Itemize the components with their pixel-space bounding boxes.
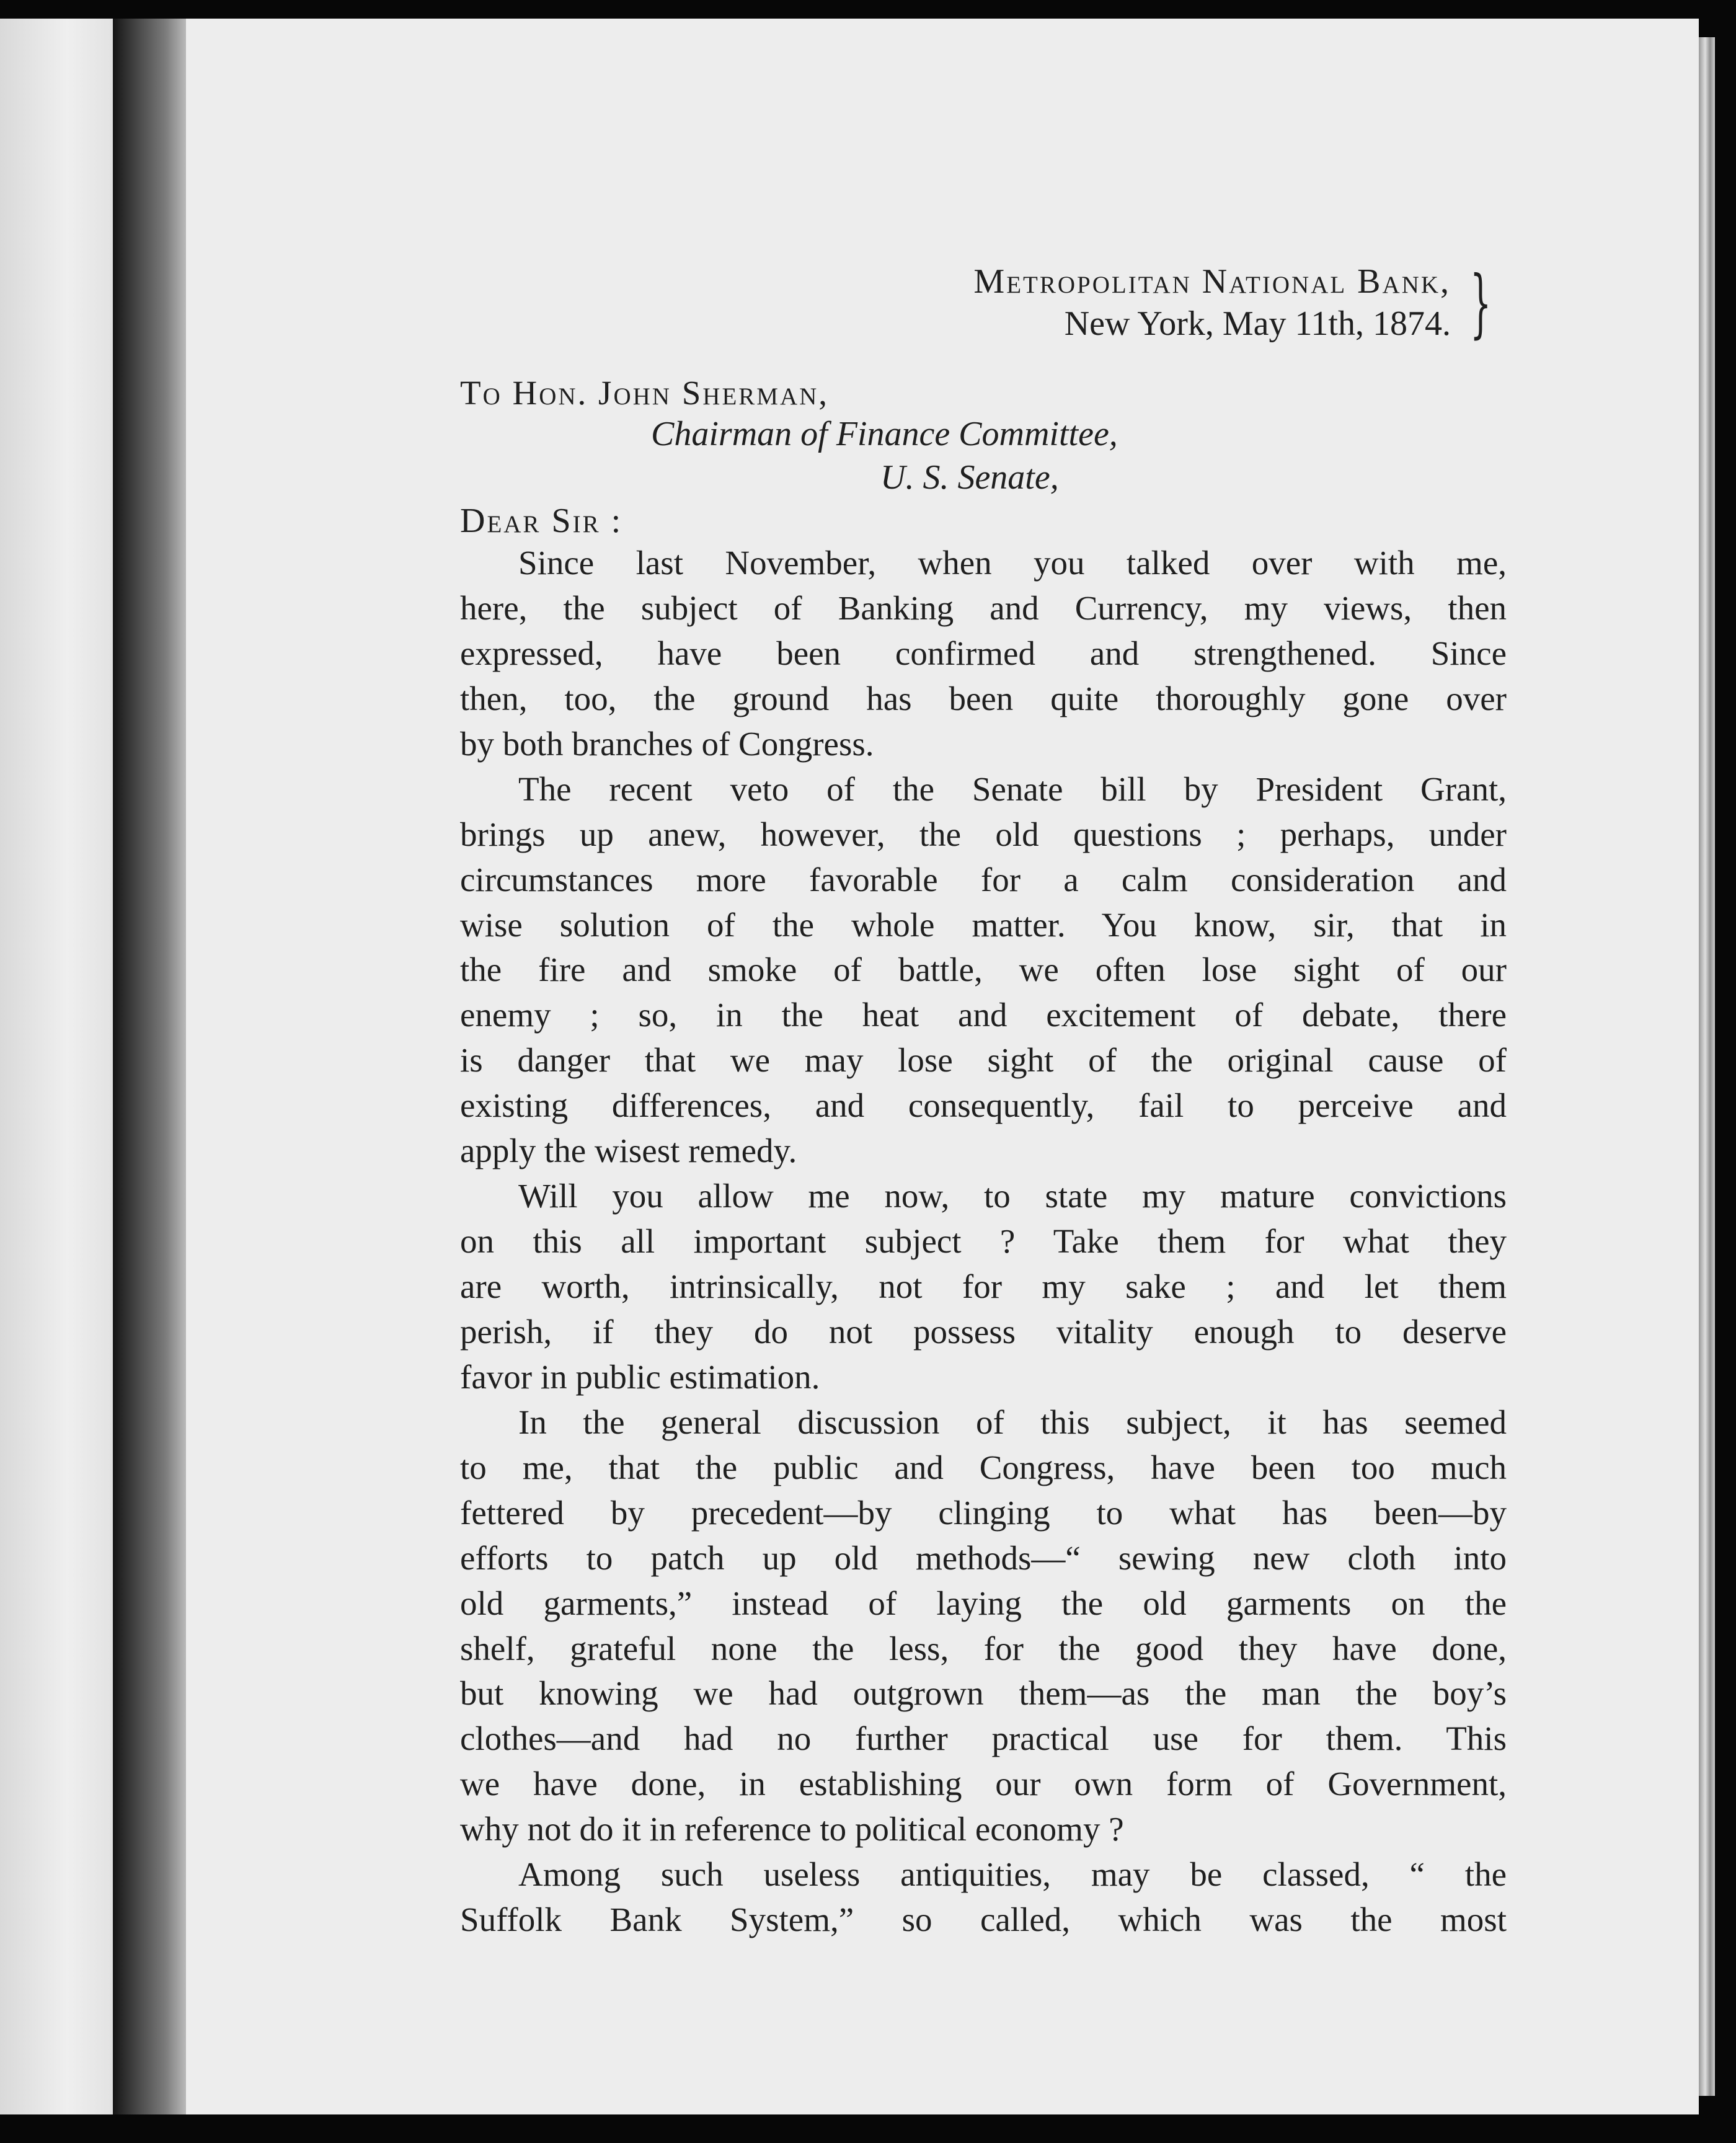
body-line: is danger that we may lose sight of the original cause of <box>460 1041 1507 1080</box>
addressee-name: To Hon. John Sherman, <box>460 374 830 412</box>
body-line: old garments,” instead of laying the old garments on the <box>460 1584 1507 1622</box>
body-line: Will you allow me now, to state my mature convictions <box>518 1177 1507 1215</box>
body-line: efforts to patch up old methods—“ sewing new cloth into <box>460 1538 1507 1577</box>
body-line: favor in public estimation. <box>460 1357 820 1396</box>
body-line: why not do it in reference to political economy ? <box>460 1810 1124 1848</box>
facing-page-edge <box>0 19 113 2114</box>
body-line: shelf, grateful none the less, for the good they have done, <box>460 1629 1507 1667</box>
body-line: The recent veto of the Senate bill by President Grant, <box>518 770 1507 808</box>
body-line: perish, if they do not possess vitality enough to deserve <box>460 1312 1507 1351</box>
body-line: enemy ; so, in the heat and excitement of debate, there <box>460 996 1507 1034</box>
body-line: wise solution of the whole matter. You know, sir, that in <box>460 905 1507 944</box>
body-line: the fire and smoke of battle, we often lose sight of our <box>460 951 1507 989</box>
body-line: fettered by precedent—by clinging to what has been—by <box>460 1493 1507 1532</box>
body-line: on this all important subject ? Take them for what they <box>460 1222 1507 1261</box>
body-line: In the general discussion of this subject, it has seemed <box>518 1403 1507 1441</box>
letterhead-brace: } <box>1469 260 1492 347</box>
addressee-title: Chairman of Finance Committee, <box>651 415 1118 453</box>
body-line: we have done, in establishing our own form of Government, <box>460 1765 1507 1803</box>
body-line: here, the subject of Banking and Currency, my views, then <box>460 588 1507 627</box>
addressee-institution: U. S. Senate, <box>880 458 1059 497</box>
body-line: circumstances more favorable for a calm consideration and <box>460 860 1507 898</box>
body-line: by both branches of Congress. <box>460 724 874 763</box>
page-stack-edge <box>1699 37 1715 2096</box>
letterhead-place-date: New York, May 11th, 1874. <box>1064 304 1451 343</box>
body-line: Among such useless antiquities, may be classed, “ the <box>518 1855 1507 1894</box>
letter-body <box>460 541 1507 1943</box>
letterhead-bank-name: Metropolitan National Bank, <box>973 262 1451 301</box>
body-line: expressed, have been confirmed and strengthened. Since <box>460 634 1507 672</box>
body-line: are worth, intrinsically, not for my sake ; and let them <box>460 1267 1507 1305</box>
binding-gutter-shadow <box>113 19 187 2114</box>
body-line: apply the wisest remedy. <box>460 1132 797 1170</box>
body-line: Since last November, when you talked over with me, <box>518 544 1507 582</box>
body-line: Suffolk Bank System,” so called, which was the most <box>460 1901 1507 1939</box>
salutation: Dear Sir : <box>460 502 623 540</box>
body-line: to me, that the public and Congress, have been too much <box>460 1448 1507 1486</box>
body-line: clothes—and had no further practical use for them. This <box>460 1719 1507 1758</box>
body-line: brings up anew, however, the old questions ; perhaps, under <box>460 815 1507 853</box>
body-line: then, too, the ground has been quite thoroughly gone over <box>460 679 1507 717</box>
body-line: existing differences, and consequently, fail to perceive and <box>460 1086 1507 1125</box>
body-line: but knowing we had outgrown them—as the man the boy’s <box>460 1674 1507 1713</box>
